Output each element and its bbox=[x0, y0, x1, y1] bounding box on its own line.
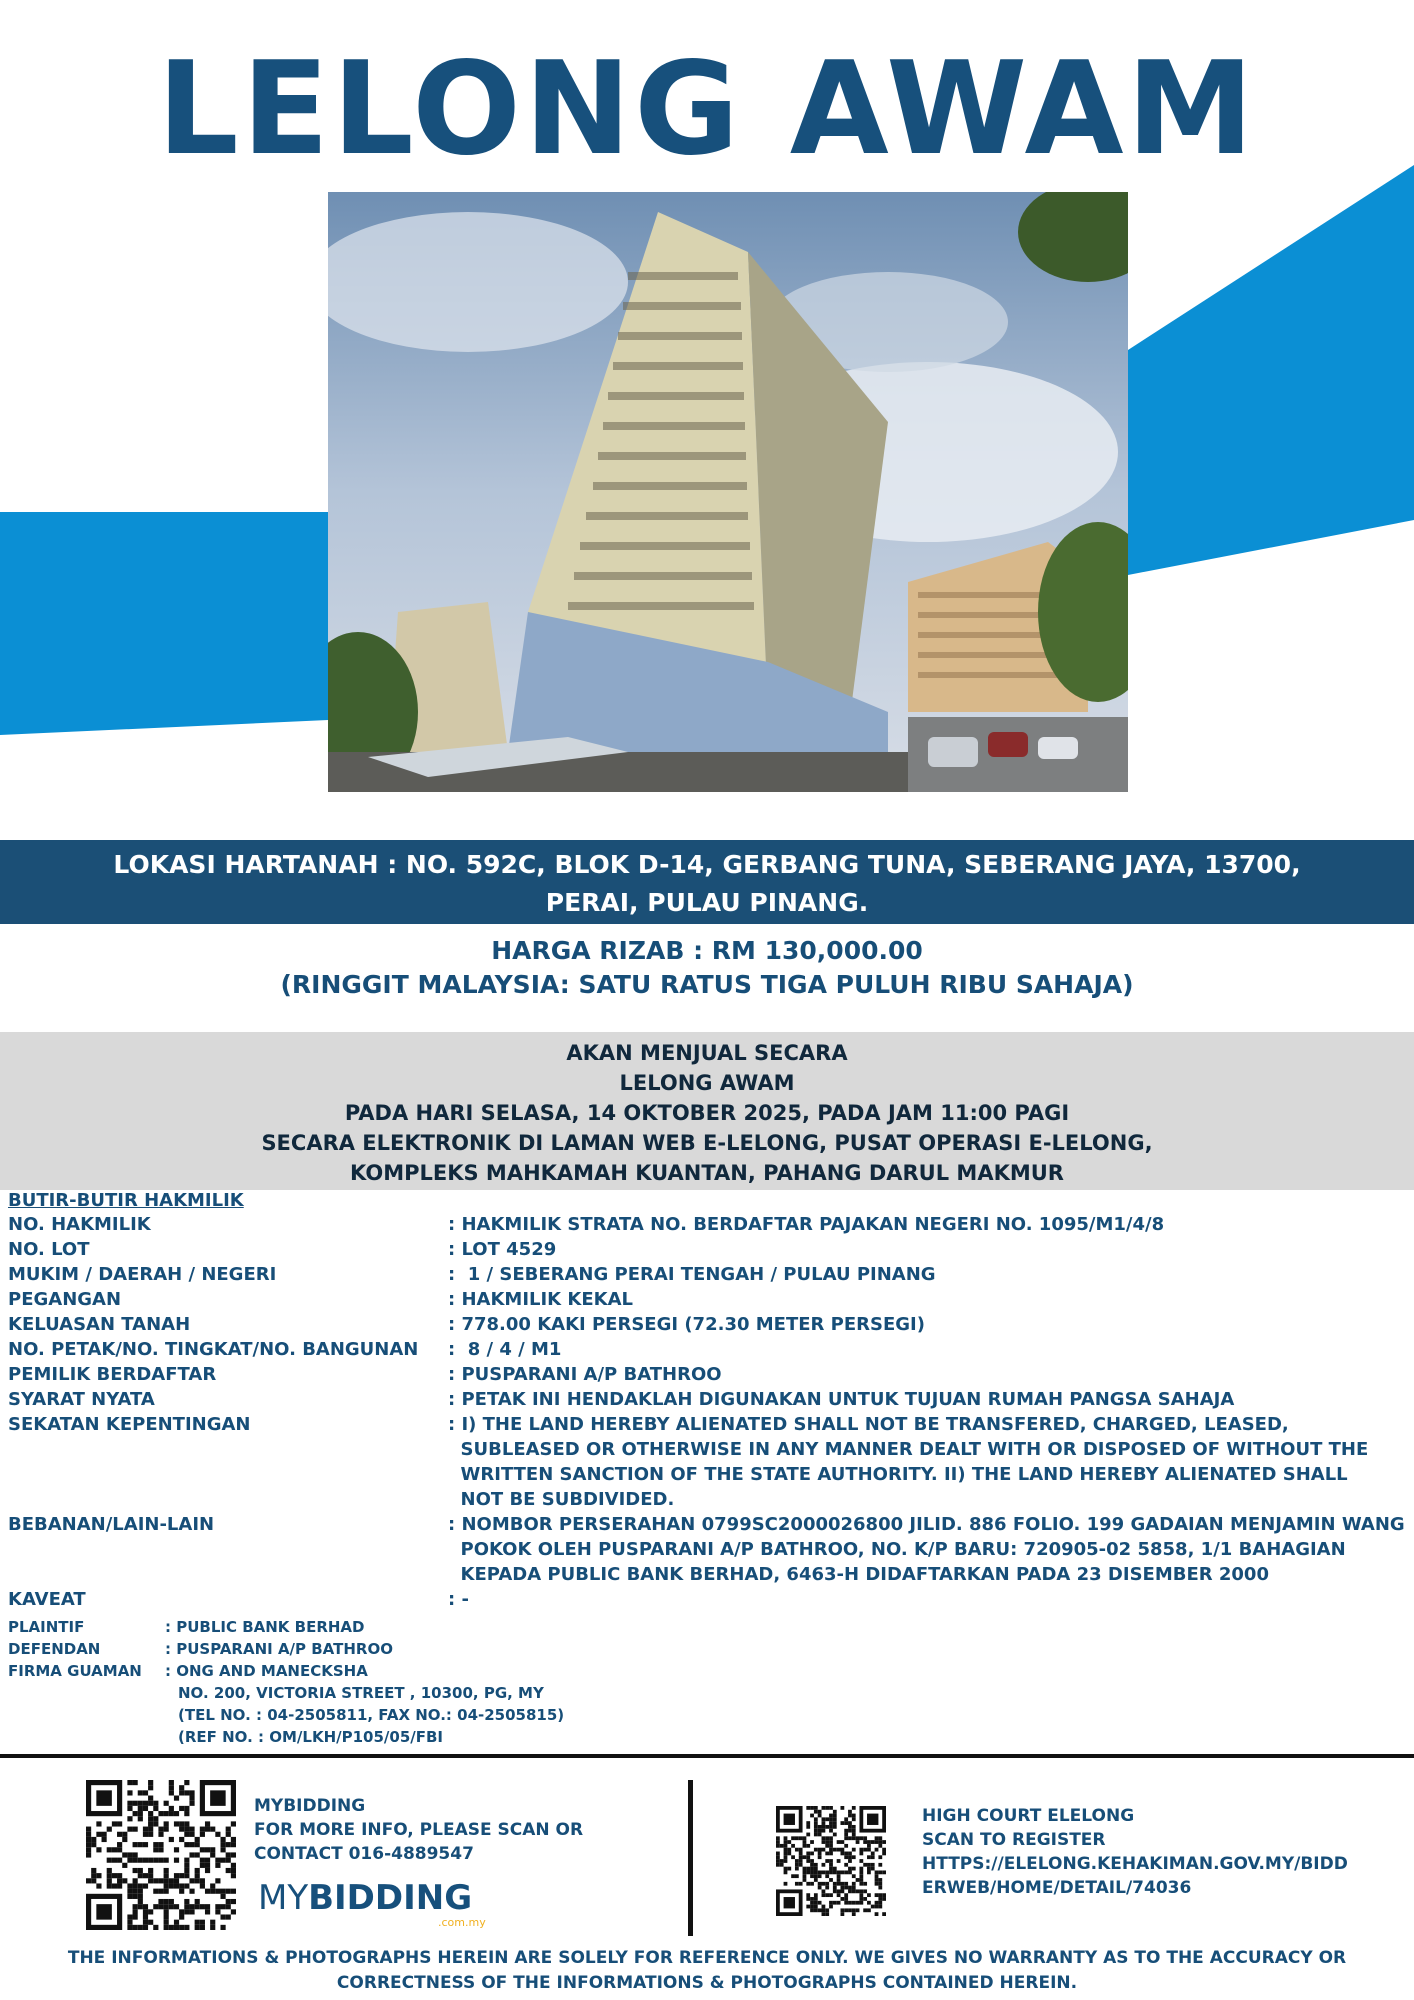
disclaimer-line: THE INFORMATIONS & PHOTOGRAPHS HEREIN ARE SOLELY FOR REFERENCE ONLY. WE GIVES NO WARRANTY AS TO THE ACCURACY OR bbox=[67, 1948, 1347, 1968]
defendant-row bbox=[8, 1638, 708, 1660]
auction-line: AKAN MENJUAL SECARA bbox=[566, 1041, 848, 1065]
logo-my: MY bbox=[258, 1878, 309, 1918]
detail-label: NO. PETAK/NO. TINGKAT/NO. BANGUNAN bbox=[8, 1339, 419, 1360]
elelong-line: HIGH COURT ELELONG bbox=[922, 1806, 1135, 1826]
elelong-link[interactable]: ERWEB/HOME/DETAIL/74036 bbox=[922, 1878, 1192, 1898]
section-title: BUTIR-BUTIR HAKMILIK bbox=[8, 1190, 244, 1211]
disclaimer bbox=[0, 1946, 1414, 1996]
title-details bbox=[8, 1190, 1408, 1612]
mybidding-line: MYBIDDING bbox=[254, 1796, 366, 1816]
mybidding-qr-code[interactable] bbox=[86, 1780, 236, 1930]
elelong-line: SCAN TO REGISTER bbox=[922, 1830, 1106, 1850]
auction-notice bbox=[0, 1032, 1414, 1190]
detail-row bbox=[8, 1287, 1408, 1312]
detail-label: KAVEAT bbox=[8, 1589, 86, 1610]
elelong-qr-code[interactable] bbox=[776, 1806, 886, 1916]
detail-label: PEMILIK BERDAFTAR bbox=[8, 1364, 217, 1385]
detail-row bbox=[8, 1387, 1408, 1412]
defendant-value: : PUSPARANI A/P BATHROO bbox=[165, 1640, 393, 1658]
detail-row bbox=[8, 1512, 1408, 1587]
detail-value: : HAKMILIK STRATA NO. BERDAFTAR PAJAKAN NEGERI NO. 1095/M1/4/8 bbox=[448, 1214, 1165, 1235]
location-line-2: PERAI, PULAU PINANG. bbox=[545, 888, 869, 917]
firm-value: : ONG AND MANECKSHA bbox=[165, 1662, 368, 1680]
detail-row bbox=[8, 1337, 1408, 1362]
parties bbox=[8, 1616, 708, 1748]
detail-value: : PETAK INI HENDAKLAH DIGUNAKAN UNTUK TUJUAN RUMAH PANGSA SAHAJA bbox=[448, 1389, 1235, 1410]
detail-row bbox=[8, 1362, 1408, 1387]
plaintiff-row bbox=[8, 1616, 708, 1638]
divider bbox=[0, 1754, 1414, 1758]
mybidding-logo bbox=[258, 1878, 486, 1929]
mybidding-line: FOR MORE INFO, PLEASE SCAN OR bbox=[254, 1820, 584, 1840]
location-band bbox=[0, 840, 1414, 924]
detail-label: SYARAT NYATA bbox=[8, 1389, 155, 1410]
location-line-1: LOKASI HARTANAH : NO. 592C, BLOK D-14, GERBANG TUNA, SEBERANG JAYA, 13700, bbox=[113, 850, 1301, 879]
detail-row bbox=[8, 1262, 1408, 1287]
firm-address: NO. 200, VICTORIA STREET , 10300, PG, MY bbox=[178, 1684, 544, 1702]
vertical-divider bbox=[688, 1780, 693, 1936]
plaintiff-label: PLAINTIF bbox=[8, 1618, 85, 1636]
firm-label: FIRMA GUAMAN bbox=[8, 1662, 142, 1680]
page-title: LELONG AWAM bbox=[157, 35, 1257, 184]
detail-row bbox=[8, 1587, 1408, 1612]
disclaimer-line: CORRECTNESS OF THE INFORMATIONS & PHOTOGRAPHS CONTAINED HEREIN. bbox=[336, 1973, 1078, 1993]
reserve-price-words: (RINGGIT MALAYSIA: SATU RATUS TIGA PULUH RIBU SAHAJA) bbox=[280, 970, 1134, 999]
detail-value: : 8 / 4 / M1 bbox=[448, 1339, 562, 1360]
mybidding-line: CONTACT 016-4889547 bbox=[254, 1844, 474, 1864]
elelong-link[interactable]: HTTPS://ELELONG.KEHAKIMAN.GOV.MY/BIDD bbox=[922, 1854, 1348, 1874]
elelong-info bbox=[922, 1804, 1402, 1900]
detail-value: : 1 / SEBERANG PERAI TENGAH / PULAU PINANG bbox=[448, 1264, 936, 1285]
detail-value: : 778.00 KAKI PERSEGI (72.30 METER PERSEGI) bbox=[448, 1314, 925, 1335]
detail-row bbox=[8, 1237, 1408, 1262]
reserve-price-amount: HARGA RIZAB : RM 130,000.00 bbox=[491, 936, 923, 965]
detail-label: BEBANAN/LAIN-LAIN bbox=[8, 1514, 215, 1535]
detail-value: : - bbox=[448, 1589, 469, 1610]
mybidding-info bbox=[254, 1794, 674, 1866]
auction-line: KOMPLEKS MAHKAMAH KUANTAN, PAHANG DARUL MAKMUR bbox=[350, 1161, 1064, 1185]
detail-label: KELUASAN TANAH bbox=[8, 1314, 191, 1335]
detail-row bbox=[8, 1312, 1408, 1337]
reserve-price bbox=[0, 934, 1414, 1002]
detail-label: NO. HAKMILIK bbox=[8, 1214, 151, 1235]
logo-domain: .com.my bbox=[438, 1916, 486, 1929]
property-photo bbox=[328, 192, 1128, 792]
detail-value: : LOT 4529 bbox=[448, 1239, 557, 1260]
defendant-label: DEFENDAN bbox=[8, 1640, 101, 1658]
firm-tel: (TEL NO. : 04-2505811, FAX NO.: 04-2505815) bbox=[178, 1706, 565, 1724]
detail-label: SEKATAN KEPENTINGAN bbox=[8, 1414, 251, 1435]
detail-label: PEGANGAN bbox=[8, 1289, 122, 1310]
firm-row bbox=[8, 1660, 708, 1682]
detail-value: : I) THE LAND HEREBY ALIENATED SHALL NOT BE TRANSFERED, CHARGED, LEASED, SUBLEASED OR OTHERWISE IN ANY MANNER DEALT WITH OR DISPOSED OF WITHOUT THE WRITTEN SANCTION OF THE STATE AUTHORITY. II) THE LAND HEREBY ALIENATED SHALL NOT BE SUBDIVIDED. bbox=[448, 1414, 1369, 1510]
detail-row bbox=[8, 1212, 1408, 1237]
firm-ref: (REF NO. : OM/LKH/P105/05/FBI bbox=[178, 1728, 444, 1746]
plaintiff-value: : PUBLIC BANK BERHAD bbox=[165, 1618, 365, 1636]
auction-line: PADA HARI SELASA, 14 OKTOBER 2025, PADA JAM 11:00 PAGI bbox=[344, 1101, 1070, 1125]
auction-line: LELONG AWAM bbox=[619, 1071, 795, 1095]
logo-bidding: BIDDING bbox=[308, 1878, 473, 1918]
auction-line: SECARA ELEKTRONIK DI LAMAN WEB E-LELONG, PUSAT OPERASI E-LELONG, bbox=[261, 1131, 1153, 1155]
detail-value: : PUSPARANI A/P BATHROO bbox=[448, 1364, 722, 1385]
detail-value: : NOMBOR PERSERAHAN 0799SC2000026800 JILID. 886 FOLIO. 199 GADAIAN MENJAMIN WANG POKOK OLEH PUSPARANI A/P BATHROO, NO. K/P BARU: 720905-02 5858, 1/1 BAHAGIAN KEPADA PUBLIC BANK BERHAD, 6463-H DIDAFTARKAN PADA 23 DISEMBER 2000 bbox=[448, 1514, 1405, 1585]
detail-row bbox=[8, 1412, 1408, 1512]
detail-label: NO. LOT bbox=[8, 1239, 90, 1260]
detail-label: MUKIM / DAERAH / NEGERI bbox=[8, 1264, 277, 1285]
detail-value: : HAKMILIK KEKAL bbox=[448, 1289, 633, 1310]
